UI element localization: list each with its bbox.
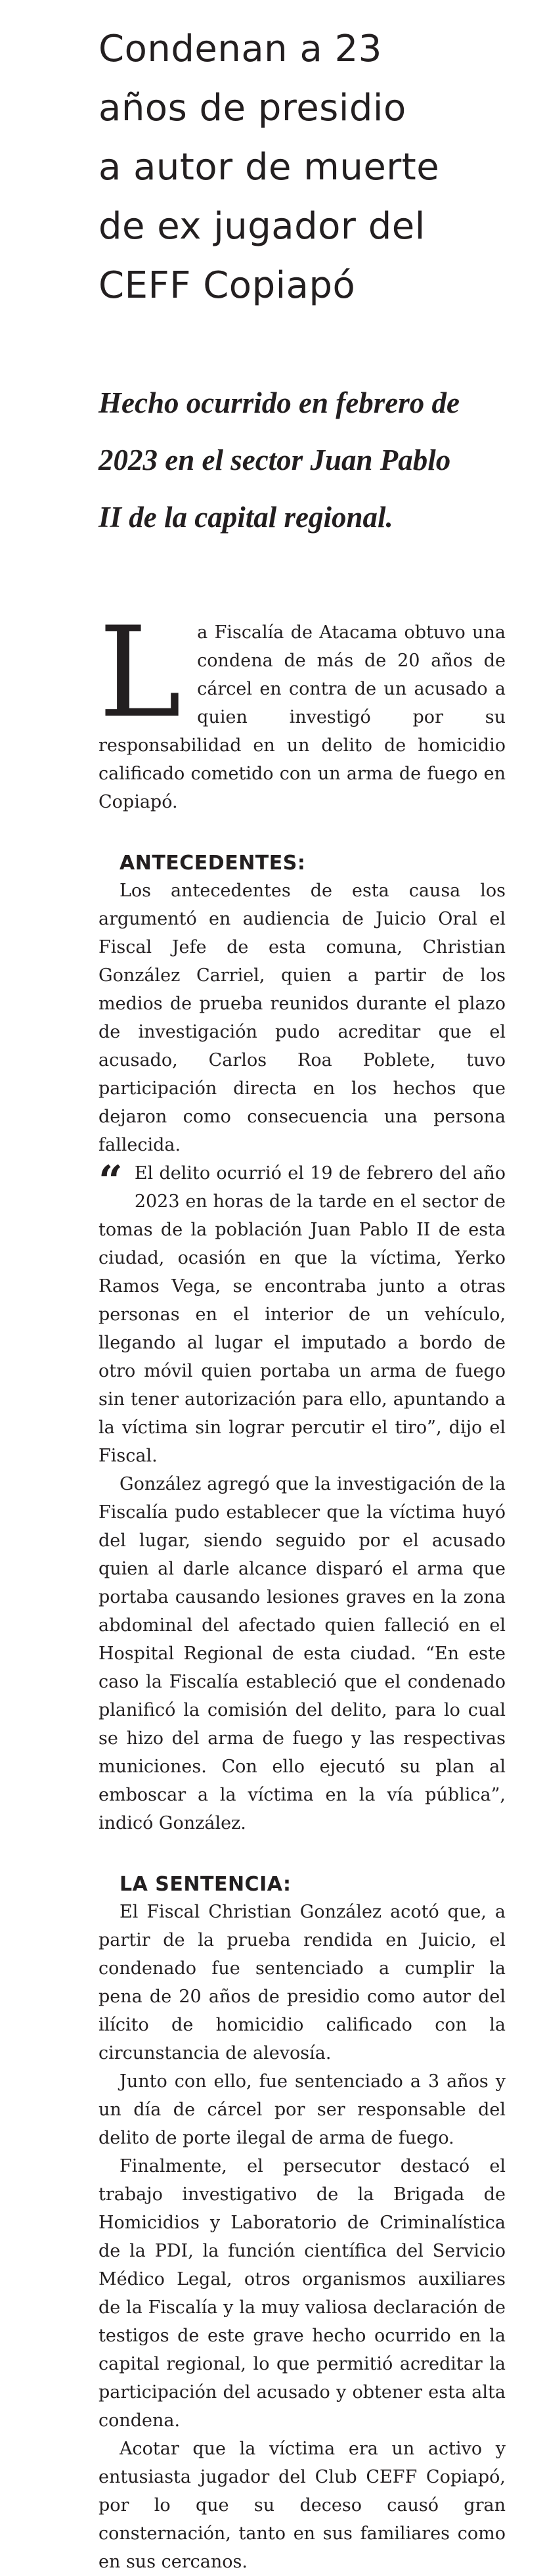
body-paragraph: González agregó que la investigación de la Fiscalía pudo establecer que la víctima huyó del lugar, siendo seguido por el acusado quien al darle alcance disparó el arma que portaba causando lesiones graves en la zona abdominal del afectado quien falleció en el Hospital Regional de esta ciudad. “En este caso la Fiscalía estableció que el condenado planificó la comisión del delito, para lo cual se hizo del arma de fuego y las respectivas municiones. Con ello ejecutó su plan al emboscar a la víctima en la vía pública”, indicó González. bbox=[98, 1474, 506, 1833]
body-paragraph: Junto con ello, fue sentenciado a 3 años y un día de cárcel por ser responsable del delito de porte ilegal de arma de fuego. bbox=[98, 2071, 506, 2148]
subtitle-line: II de la capital regional. bbox=[98, 501, 393, 534]
intro-paragraph bbox=[98, 600, 506, 816]
intro-text: a Fiscalía de Atacama obtuvo una condena de más de 20 años de cárcel en contra de un acusado a quien investigó por su responsabilidad en un delito de homicidio calificado cometido con un arma de fuego en Copiapó. bbox=[98, 622, 506, 812]
quote-paragraph bbox=[98, 1159, 506, 1470]
body-paragraph: Los antecedentes de esta causa los argumentó en audiencia de Juicio Oral el Fiscal Jefe de esta comuna, Christian González Carriel, quien a partir de los medios de prueba reunidos durante el plazo de investigación pudo acreditar que el acusado, Carlos Roa Poblete, tuvo participación directa en los hechos que dejaron como consecuencia una persona fallecida. bbox=[98, 881, 506, 1155]
article-headline bbox=[98, 0, 519, 315]
subtitle-line: Hecho ocurrido en febrero de bbox=[98, 386, 460, 419]
section-heading-la-sentencia: LA SENTENCIA: bbox=[120, 1873, 292, 1896]
headline-line: Condenan a 23 bbox=[98, 28, 382, 70]
headline-line: años de presidio bbox=[98, 87, 406, 129]
body-paragraph: Finalmente, el persecutor destacó el trabajo investigativo de la Brigada de Homicidios y Laboratorio de Criminalística de la PDI, la función científica del Servicio Médico Legal, otros organismos auxiliares de la Fiscalía y la muy valiosa declaración de testigos de este grave hecho ocurrido en la capital regional, lo que permitió acreditar la participación del acusado y obtener esta alta condena. bbox=[98, 2156, 506, 2431]
section-la-sentencia bbox=[98, 1872, 506, 2576]
subtitle-line: 2023 en el sector Juan Pablo bbox=[98, 444, 451, 476]
drop-cap: L bbox=[98, 600, 182, 745]
headline-line: a autor de muerte bbox=[98, 146, 440, 189]
section-antecedentes bbox=[98, 850, 506, 1837]
section-heading-antecedentes: ANTECEDENTES: bbox=[120, 852, 306, 875]
article-subtitle bbox=[98, 375, 519, 546]
quote-text: El delito ocurrió el 19 de febrero del año 2023 en horas de la tarde en el sector de tomas de la población Juan Pablo II de esta ciudad, ocasión en que la víctima, Yerko Ramos Vega, se encontraba junto a otras personas en el interior de un vehículo, llegando al lugar el imputado a bordo de otro móvil quien portaba un arma de fuego sin tener autorización para ello, apuntando a la víctima sin lograr percutir el tiro”, dijo el Fiscal. bbox=[98, 1163, 506, 1466]
headline-line: de ex jugador del bbox=[98, 205, 425, 248]
body-paragraph: Acotar que la víctima era un activo y entusiasta jugador del Club CEFF Copiapó, por lo que su deceso causó gran consternación, tanto en sus familiares como en sus cercanos. bbox=[98, 2439, 506, 2572]
body-paragraph: El Fiscal Christian González acotó que, a partir de la prueba rendida en Juicio, el condenado fue sentenciado a cumplir la pena de 20 años de presidio como autor del ilícito de homicidio calificado con la circunstancia de alevosía. bbox=[98, 1902, 506, 2063]
headline-line: CEFF Copiapó bbox=[98, 264, 356, 307]
quote-mark-icon: “ bbox=[98, 1157, 123, 1206]
article-body bbox=[98, 600, 506, 2576]
